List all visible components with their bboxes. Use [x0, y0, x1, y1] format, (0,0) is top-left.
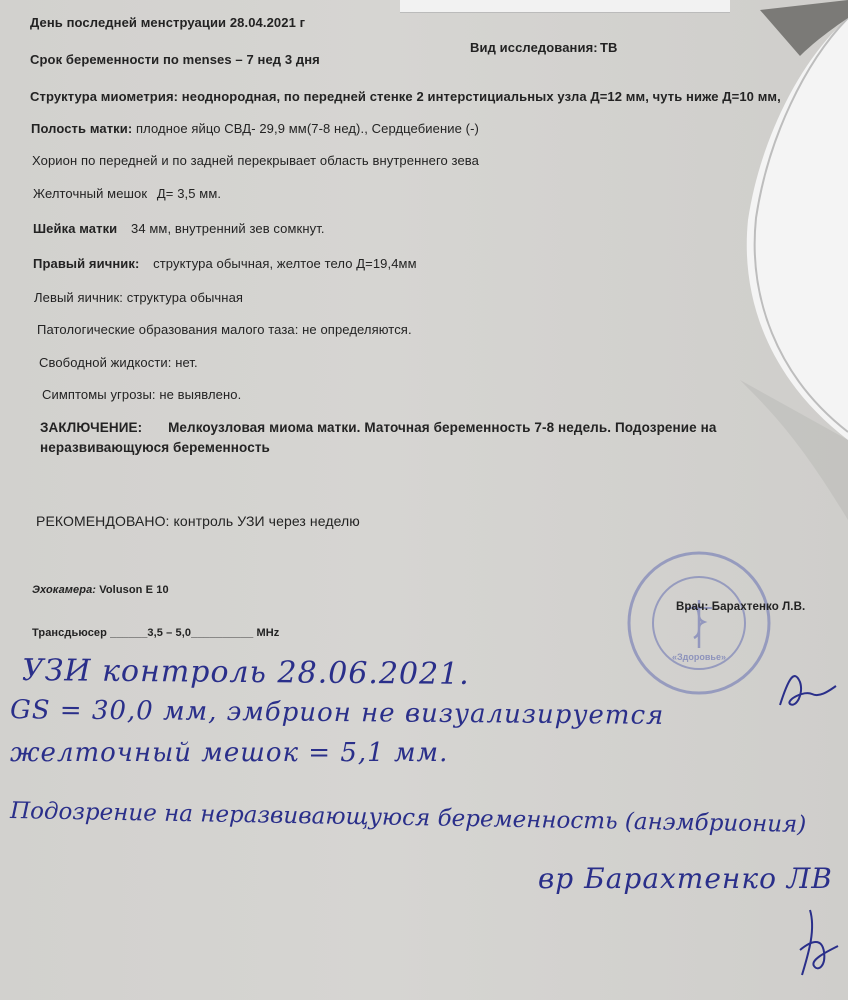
cervix-line [33, 221, 325, 236]
right-ovary-label: Правый яичник: [33, 256, 140, 271]
myometrium-label: Структура миометрия: [30, 89, 179, 104]
chorion-line: Хорион по передней и по задней перекрывает область внутреннего зева [32, 153, 479, 168]
recommend-line [36, 513, 360, 529]
conclusion-label: ЗАКЛЮЧЕНИЕ: [40, 420, 143, 435]
threat-value: не выявлено. [159, 387, 242, 402]
device-label: Эхокамера: [32, 584, 97, 596]
fluid-label: Свободной жидкости: [39, 355, 172, 370]
left-ovary-value: структура обычная [126, 290, 244, 305]
cervix-label: Шейка матки [33, 221, 118, 236]
doctor-line: Врач: Барахтенко Л.В. [676, 601, 806, 613]
lmp-line: День последней менструации 28.04.2021 г [30, 15, 306, 30]
handwritten-line-1: УЗИ контроль 28.06.2021. [21, 653, 470, 692]
exam-type-value: ТВ [600, 40, 618, 55]
recommend-value: контроль УЗИ через неделю [173, 513, 360, 529]
myometrium-value: неоднородная, по передней стенке 2 интерстициальных узла Д=12 мм, чуть ниже Д=10 мм, [181, 89, 781, 104]
signature-2 [790, 900, 845, 985]
pelvis-value: не определяются. [302, 322, 412, 337]
myometrium-line [30, 89, 781, 104]
cavity-value: плодное яйцо СВД- 29,9 мм(7-8 нед)., Сердцебиение (-) [136, 121, 479, 136]
signature-1 [770, 660, 840, 720]
pelvis-line [37, 322, 412, 337]
left-ovary-line [34, 290, 243, 305]
cavity-label: Полость матки: [31, 121, 133, 136]
recommend-label: РЕКОМЕНДОВАНО: [36, 513, 170, 529]
conclusion-line-2: неразвивающуюся беременность [40, 440, 270, 455]
cavity-line [31, 121, 479, 136]
right-ovary-line [33, 256, 417, 271]
transducer-line: Трансдьюсер ______3,5 – 5,0__________ MHz [32, 627, 280, 639]
conclusion-text-1: Мелкоузловая миома матки. Маточная беременность 7-8 недель. Подозрение на [168, 420, 717, 435]
device-line [32, 584, 169, 596]
handwritten-line-4: Подозрение на неразвивающуюся беременность (анэмбриония) [9, 798, 807, 838]
yolk-label: Желточный мешок [33, 186, 148, 201]
gestational-age: Срок беременности по menses – 7 нед 3 дня [30, 52, 320, 67]
conclusion-line-1 [40, 420, 717, 435]
pelvis-label: Патологические образования малого таза: [37, 322, 299, 337]
handwritten-line-5: вр Барахтенко ЛВ [538, 862, 833, 895]
exam-type-label: Вид исследования: [470, 40, 598, 55]
clinic-stamp [624, 548, 774, 698]
fluid-line [39, 355, 198, 370]
threat-label: Симптомы угрозы: [42, 387, 156, 402]
yolk-value: Д= 3,5 мм. [156, 186, 222, 201]
svg-text:«Здоровье»: «Здоровье» [672, 652, 726, 662]
right-ovary-value: структура обычная, желтое тело Д=19,4мм [153, 256, 417, 271]
fluid-value: нет. [175, 355, 198, 370]
handwritten-line-3: желточный мешок = 5,1 мм. [10, 738, 449, 768]
left-ovary-label: Левый яичник: [34, 290, 123, 305]
device-value: Voluson E 10 [99, 584, 169, 596]
cervix-value: 34 мм, внутренний зев сомкнут. [131, 221, 325, 236]
threat-line [42, 387, 241, 402]
handwritten-line-2: GS = 30,0 мм, эмбрион не визуализируется [9, 695, 665, 731]
yolk-line [33, 186, 221, 201]
